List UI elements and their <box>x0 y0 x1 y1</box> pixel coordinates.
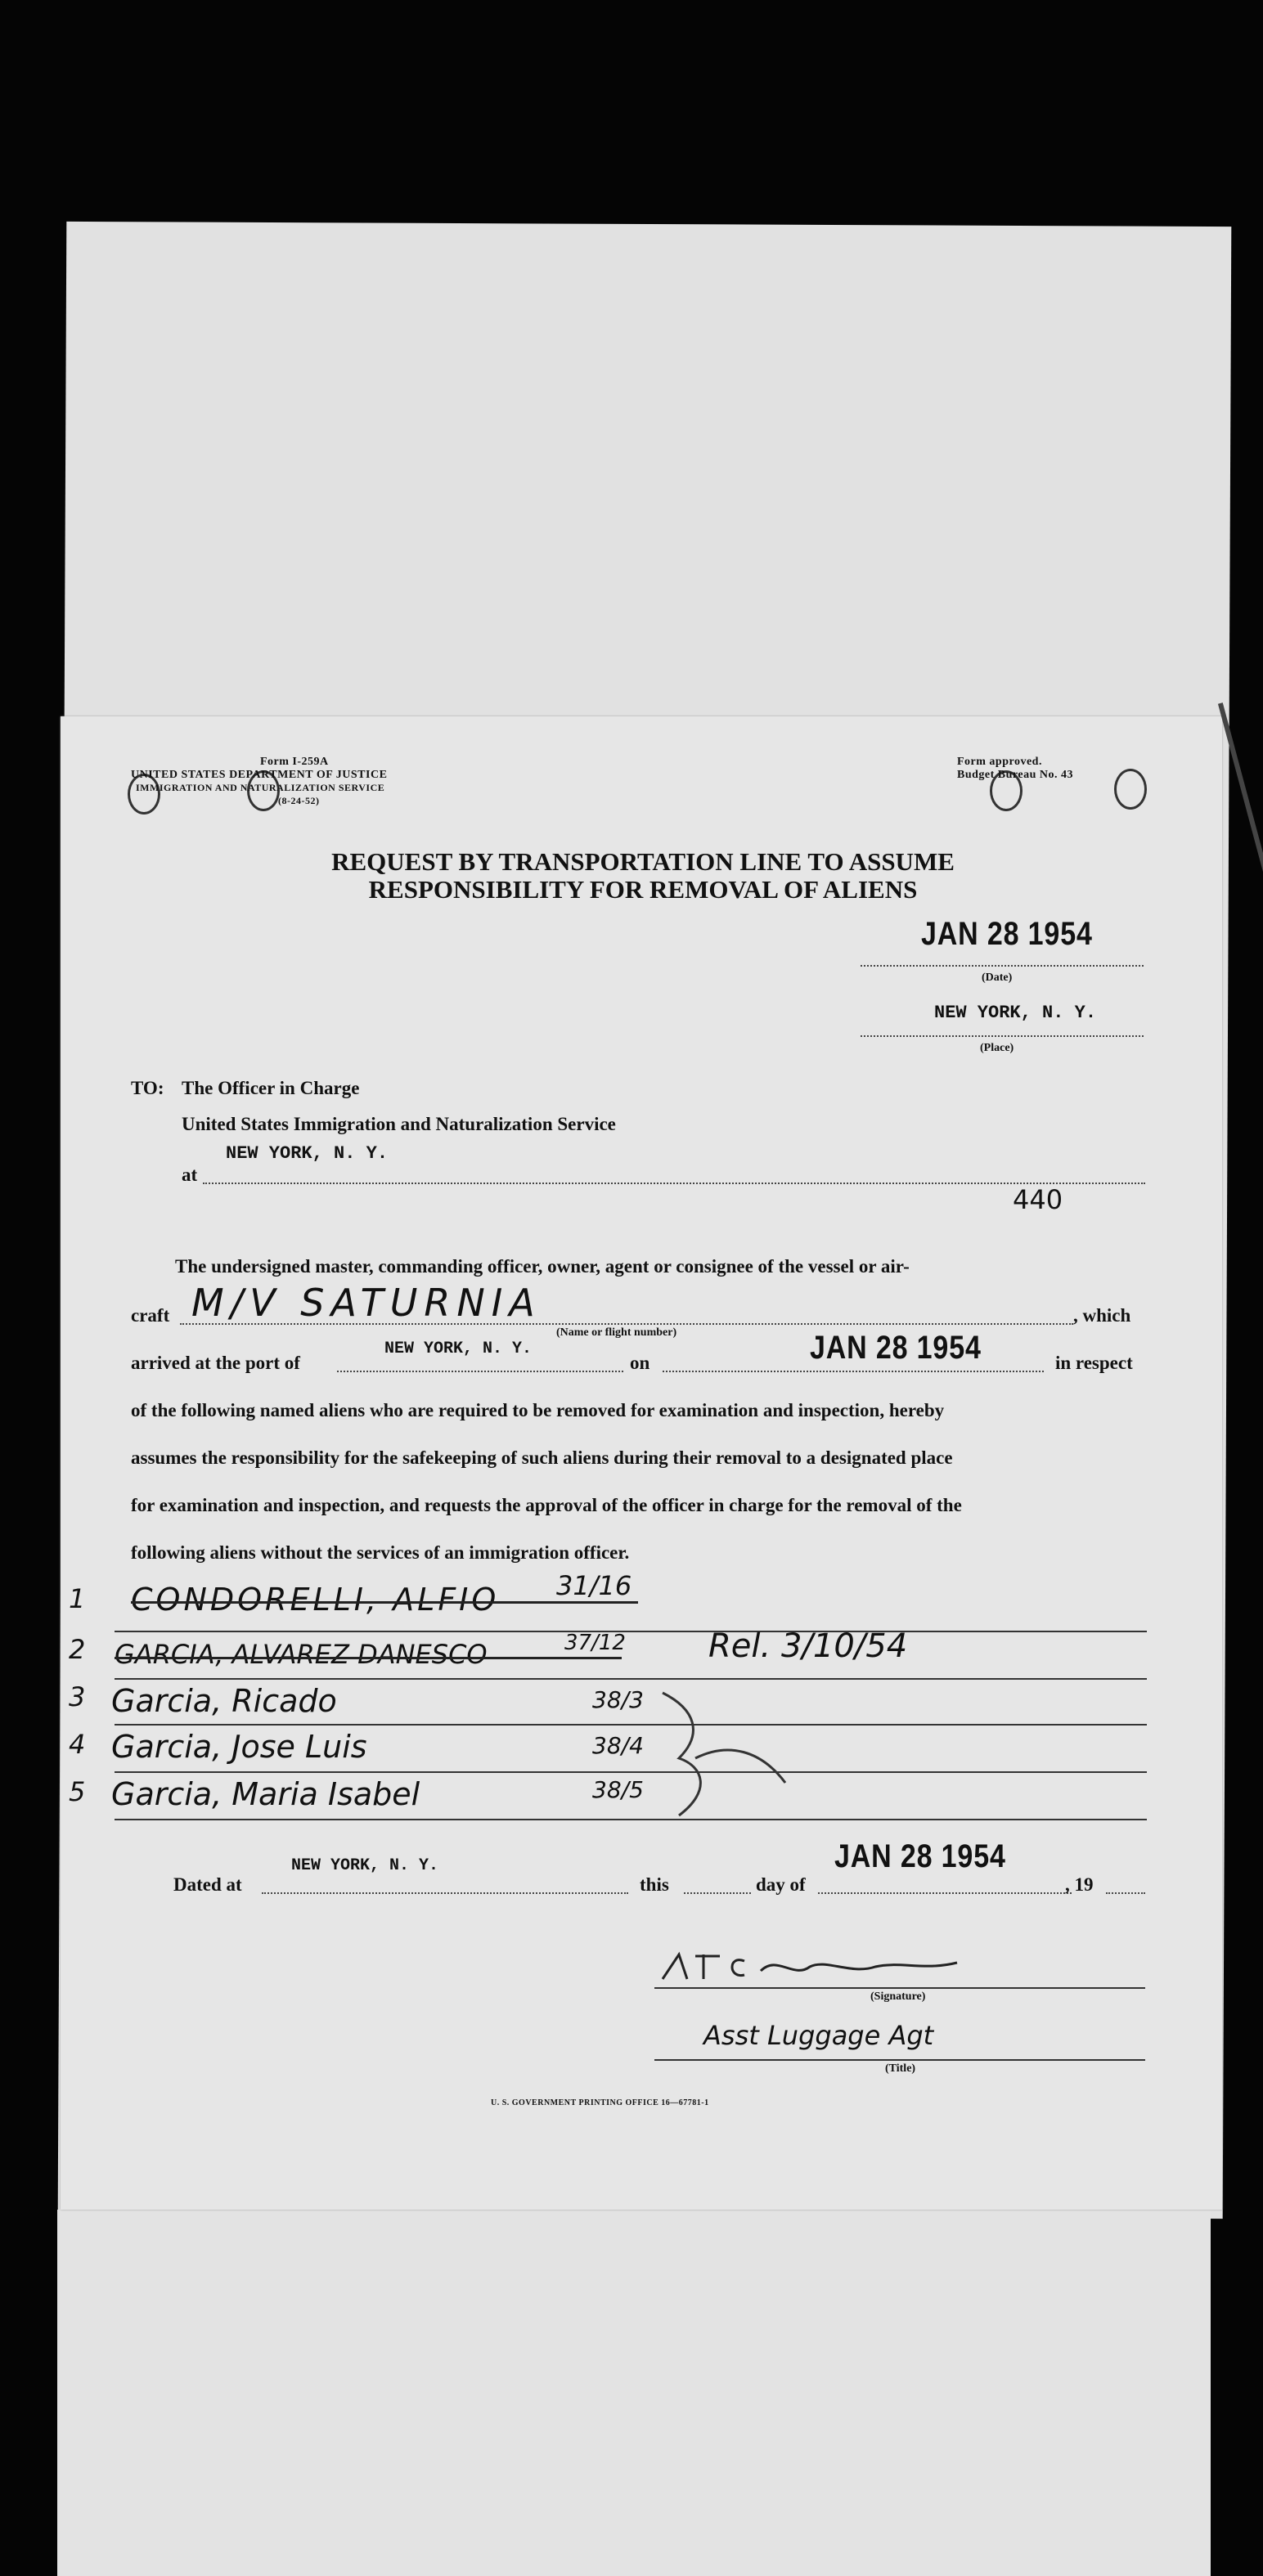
place-value: NEW YORK, N. Y. <box>934 1003 1097 1023</box>
signature-label: (Signature) <box>870 1990 926 2003</box>
respect-text: in respect <box>1055 1353 1133 1373</box>
this-label: this <box>640 1874 669 1895</box>
alien-name: Garcia, Jose Luis <box>111 1729 367 1765</box>
printing-office-footer: U. S. GOVERNMENT PRINTING OFFICE 16—67781-1 <box>491 2098 709 2107</box>
vessel-name: M/V SATURNIA <box>191 1281 542 1325</box>
dated-label: Dated at <box>173 1874 242 1895</box>
service-name: IMMIGRATION AND NATURALIZATION SERVICE <box>136 782 385 793</box>
alien-reference: 38/5 <box>592 1776 644 1803</box>
alien-name: CONDORELLI, ALFIO <box>131 1582 500 1618</box>
body-line-5: for examination and inspection, and requests the approval of the officer in charge for the removal of the <box>131 1495 962 1515</box>
alien-line <box>115 1678 1147 1680</box>
alien-reference: 31/16 <box>556 1570 632 1601</box>
signer-title: Asst Luggage Agt <box>703 2020 934 2051</box>
date-line <box>861 965 1144 967</box>
punch-hole-icon <box>1114 769 1147 810</box>
alien-reference: 38/4 <box>592 1732 644 1759</box>
bottom-strip <box>57 2210 1211 2576</box>
date-label: (Date) <box>982 972 1013 984</box>
dated-place-line <box>262 1892 628 1894</box>
dated-date-line <box>818 1892 1072 1894</box>
arrived-label: arrived at the port of <box>131 1353 300 1373</box>
year-label: , 19 <box>1065 1874 1094 1895</box>
alien-name: Garcia, Ricado <box>111 1683 337 1719</box>
body-line-3: of the following named aliens who are required to be removed for examination and inspection, hereby <box>131 1400 945 1420</box>
form-title-line-2: RESPONSIBILITY FOR REMOVAL OF ALIENS <box>368 875 918 904</box>
arrival-date-line <box>663 1371 1044 1372</box>
day-of-label: day of <box>756 1874 806 1895</box>
port-line <box>337 1371 623 1372</box>
to-line-2: United States Immigration and Naturalization Service <box>182 1114 616 1134</box>
alien-number: 1 <box>69 1583 86 1614</box>
dated-place: NEW YORK, N. Y. <box>291 1856 439 1875</box>
place-line <box>861 1035 1144 1037</box>
body-line-6: following aliens without the services of an immigration officer. <box>131 1542 630 1563</box>
strike-through <box>115 1657 622 1659</box>
arrival-date: JAN 28 1954 <box>810 1330 982 1366</box>
body-line-4: assumes the responsibility for the safekeeping of such aliens during their removal to a designated place <box>131 1447 953 1468</box>
title-line <box>654 2059 1145 2061</box>
alien-number: 2 <box>69 1634 86 1665</box>
alien-line <box>115 1631 1147 1632</box>
to-line-1: The Officer in Charge <box>182 1078 360 1098</box>
date-stamp: JAN 28 1954 <box>921 916 1093 952</box>
alien-line <box>115 1724 1147 1726</box>
at-label: at <box>182 1165 198 1185</box>
arrival-port: NEW YORK, N. Y. <box>384 1340 533 1358</box>
alien-line <box>115 1819 1147 1820</box>
title-label: (Title) <box>885 2062 916 2075</box>
alien-number: 4 <box>69 1729 86 1760</box>
bracket-scribble-icon <box>646 1676 810 1824</box>
alien-number: 3 <box>69 1681 86 1712</box>
dated-date: JAN 28 1954 <box>834 1838 1006 1874</box>
on-label: on <box>630 1353 650 1373</box>
vessel-label: (Name or flight number) <box>556 1326 677 1339</box>
signature-line <box>654 1987 1145 1989</box>
alien-reference: 38/3 <box>592 1686 644 1713</box>
vessel-line <box>180 1323 1073 1325</box>
which-text: , which <box>1073 1305 1131 1326</box>
day-line <box>684 1892 751 1894</box>
year-line <box>1106 1892 1145 1894</box>
to-label: TO: <box>131 1078 164 1098</box>
form-date: (8-24-52) <box>278 795 320 806</box>
form-number: Form I-259A <box>260 756 329 768</box>
alien-line <box>115 1771 1147 1773</box>
strike-through <box>131 1601 638 1604</box>
alien-name: Garcia, Maria Isabel <box>111 1776 420 1812</box>
alien-number: 5 <box>69 1776 86 1807</box>
at-value: NEW YORK, N. Y. <box>226 1143 389 1164</box>
release-note: Rel. 3/10/54 <box>708 1627 908 1665</box>
at-line <box>203 1183 1145 1184</box>
department-name: UNITED STATES DEPARTMENT OF JUSTICE <box>131 769 388 781</box>
reference-number: 440 <box>1013 1184 1063 1215</box>
craft-label: craft <box>131 1305 170 1326</box>
place-label: (Place) <box>980 1042 1014 1054</box>
alien-reference: 37/12 <box>564 1631 626 1655</box>
alien-name: GARCIA, ALVAREZ DANESCO <box>115 1639 488 1670</box>
approval-line-1: Form approved. <box>957 756 1042 768</box>
approval-line-2: Budget Bureau No. 43 <box>957 769 1073 781</box>
form-title-line-1: REQUEST BY TRANSPORTATION LINE TO ASSUME <box>331 847 955 876</box>
body-line-1: The undersigned master, commanding officer, owner, agent or consignee of the vessel or air- <box>175 1256 910 1277</box>
